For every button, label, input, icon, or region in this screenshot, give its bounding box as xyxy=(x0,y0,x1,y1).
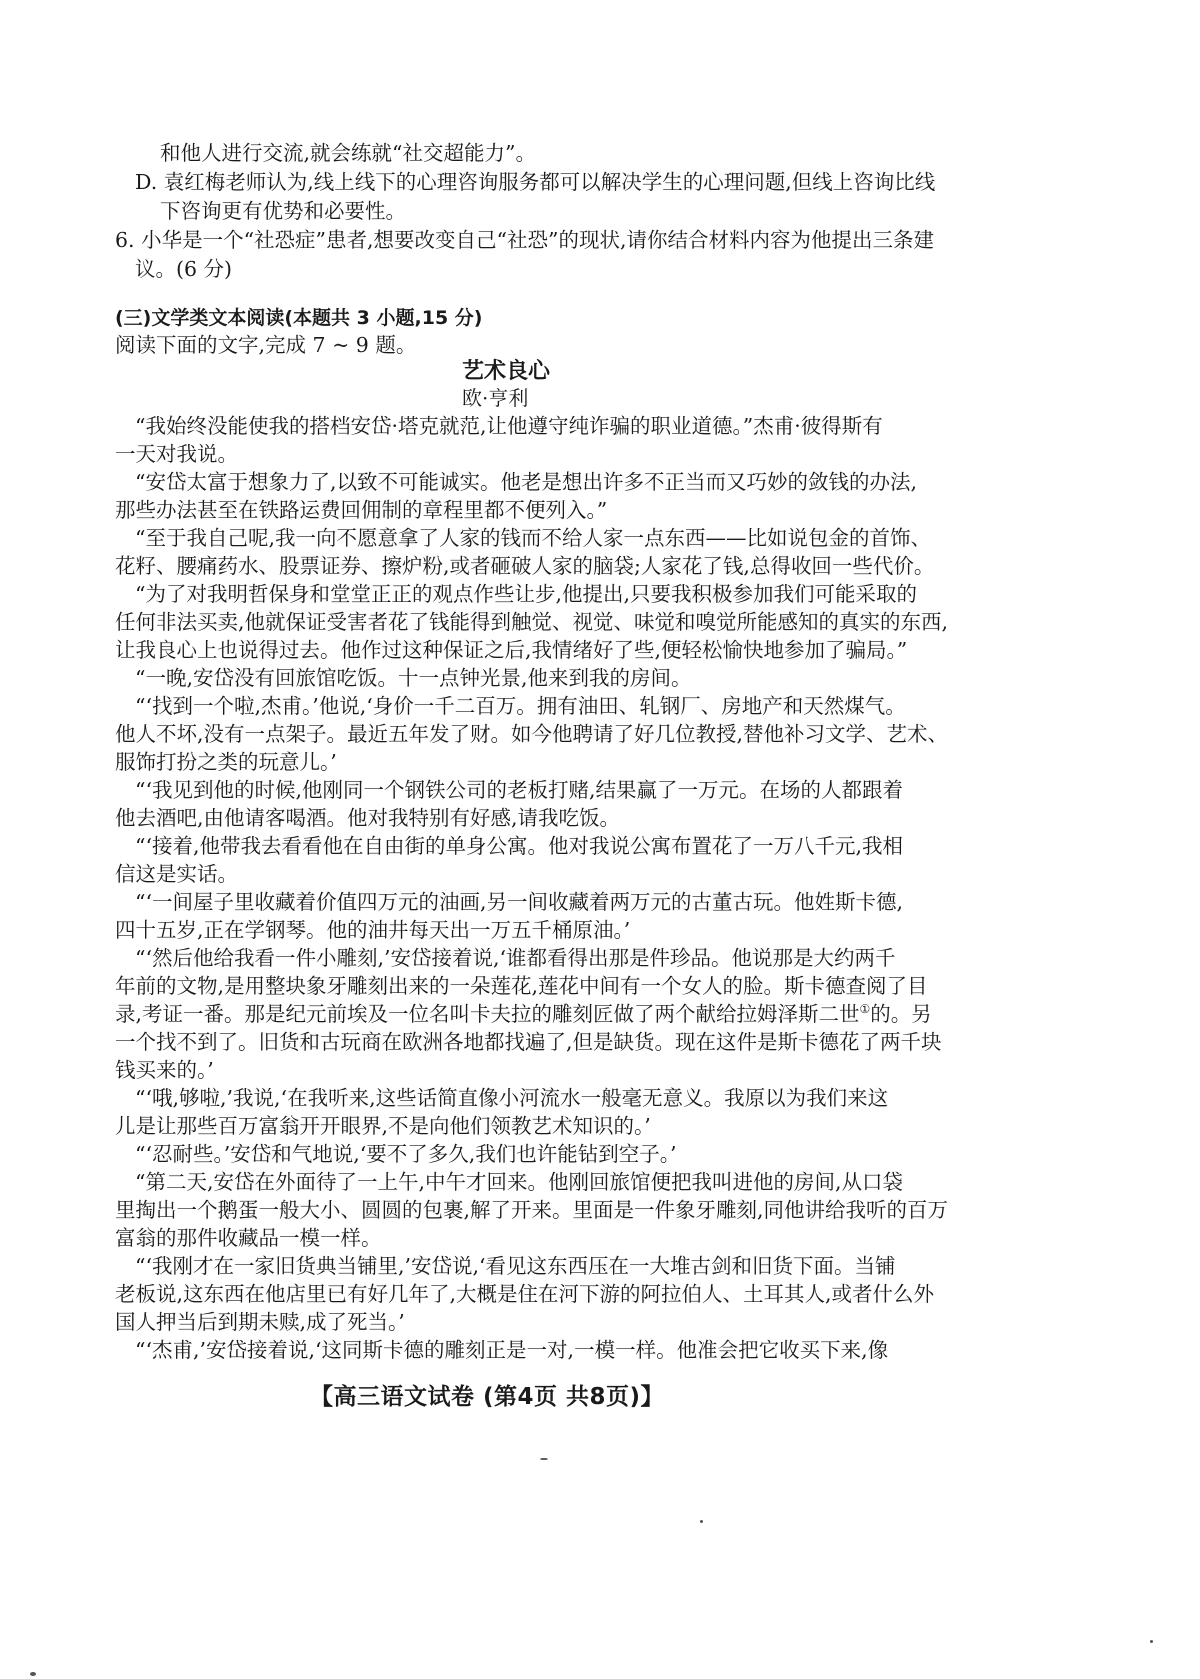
section-instruction: 阅读下面的文字,完成 7 ~ 9 题。 xyxy=(115,333,417,357)
option-c-continuation: 和他人进行交流,就会练就“社交超能力”。 xyxy=(160,141,536,165)
story-line-with-footnote xyxy=(115,999,932,1029)
story-line: 老板说,这东西在他店里已有好几年了,大概是住在河下游的阿拉伯人、土耳其人,或者什么外 xyxy=(115,1282,935,1306)
story-line: “‘一间屋子里收藏着价值四万元的油画,另一间收藏着两万元的古董古玩。他姓斯卡德, xyxy=(135,890,904,914)
story-line-text: 录,考证一番。那是纪元前埃及一位名叫卡夫拉的雕刻匠做了两个献给拉姆泽斯二世 xyxy=(115,1002,860,1026)
story-line: “‘找到一个啦,杰甫。’他说,‘身价一千二百万。拥有油田、轧钢厂、房地产和天然煤气。 xyxy=(135,694,906,718)
story-line: “‘忍耐些。’安岱和气地说,‘要不了多久,我们也许能钻到空子。’ xyxy=(135,1142,677,1166)
story-line: 花籽、腰痛药水、股票证券、擦炉粉,或者砸破人家的脑袋;人家花了钱,总得收回一些代价。 xyxy=(115,554,935,578)
story-line: 他人不坏,没有一点架子。最近五年发了财。如今他聘请了好几位教授,替他补习文学、艺术、 xyxy=(115,722,949,746)
story-line: 儿是让那些百万富翁开开眼界,不是向他们领教艺术知识的。’ xyxy=(115,1114,651,1138)
question-6-line-1: 6. 小华是一个“社恐症”患者,想要改变自己“社恐”的现状,请你结合材料内容为他提出三条建 xyxy=(115,228,935,252)
story-line: “‘然后他给我看一件小雕刻,’安岱接着说,‘谁都看得出那是件珍品。他说那是大约两千 xyxy=(135,946,896,970)
story-line: “第二天,安岱在外面待了一上午,中午才回来。他刚回旅馆便把我叫进他的房间,从口袋 xyxy=(135,1170,904,1194)
scan-speck xyxy=(540,1458,548,1460)
story-line: 信这是实话。 xyxy=(115,862,238,886)
page-footer: 【高三语文试卷 (第4页 共8页)】 xyxy=(310,1384,665,1410)
story-title: 艺术良心 xyxy=(462,359,551,384)
story-line: 里掏出一个鹅蛋一般大小、圆圆的包裹,解了开来。里面是一件象牙雕刻,同他讲给我听的百万 xyxy=(115,1198,949,1222)
story-line: 钱买来的。’ xyxy=(115,1058,214,1082)
story-line: 服饰打扮之类的玩意儿。’ xyxy=(115,750,337,774)
story-line: 让我良心上也说得过去。他作过这种保证之后,我情绪好了些,便轻松愉快地参加了骗局。” xyxy=(115,638,908,662)
story-line: “‘接着,他带我去看看他在自由街的单身公寓。他对我说公寓布置花了一万八千元,我相 xyxy=(135,834,904,858)
story-line: “‘我见到他的时候,他刚同一个钢铁公司的老板打赌,结果赢了一万元。在场的人都跟着 xyxy=(135,778,904,802)
story-line: 任何非法买卖,他就保证受害者花了钱能得到触觉、视觉、味觉和嗅觉所能感知的真实的东西, xyxy=(115,610,949,634)
story-line: “‘杰甫,’安岱接着说,‘这同斯卡德的雕刻正是一对,一模一样。他准会把它收买下来,像 xyxy=(135,1338,889,1362)
option-d-line-1: D. 袁红梅老师认为,线上线下的心理咨询服务都可以解决学生的心理问题,但线上咨询比线 xyxy=(135,170,936,194)
option-d-line-2: 下咨询更有优势和必要性。 xyxy=(160,199,406,223)
question-6-line-2: 议。(6 分) xyxy=(135,257,233,281)
scan-speck xyxy=(30,1672,36,1676)
story-line: “‘哦,够啦,’我说,‘在我听来,这些话简直像小河流水一般毫无意义。我原以为我们来这 xyxy=(135,1086,889,1110)
story-line: “安岱太富于想象力了,以致不可能诚实。他老是想出许多不正当而又巧妙的敛钱的办法, xyxy=(135,470,918,494)
story-line: 四十五岁,正在学钢琴。他的油井每天出一万五千桶原油。’ xyxy=(115,918,631,942)
story-line: “我始终没能使我的搭档安岱·塔克就范,让他遵守纯诈骗的职业道德。”杰甫·彼得斯有 xyxy=(135,414,883,438)
story-author: 欧·亨利 xyxy=(462,386,529,410)
story-line: “一晚,安岱没有回旅馆吃饭。十一点钟光景,他来到我的房间。 xyxy=(135,666,692,690)
footnote-marker: ① xyxy=(859,1002,871,1016)
scan-speck xyxy=(1150,1640,1153,1643)
story-line-text: 的。另 xyxy=(870,1002,932,1026)
story-line: 一天对我说。 xyxy=(115,442,238,466)
story-line: 国人押当后到期未赎,成了死当。’ xyxy=(115,1310,405,1334)
story-line: “为了对我明哲保身和堂堂正正的观点作些让步,他提出,只要我积极参加我们可能采取的 xyxy=(135,582,918,606)
scan-speck xyxy=(700,1520,703,1523)
story-line: 一个找不到了。旧货和古玩商在欧洲各地都找遍了,但是缺货。现在这件是斯卡德花了两千块 xyxy=(115,1030,942,1054)
story-line: 他去酒吧,由他请客喝酒。他对我特别有好感,请我吃饭。 xyxy=(115,806,621,830)
story-line: 年前的文物,是用整块象牙雕刻出来的一朵莲花,莲花中间有一个女人的脸。斯卡德查阅了目 xyxy=(115,974,928,998)
section-heading: (三)文学类文本阅读(本题共 3 小题,15 分) xyxy=(115,307,483,329)
story-line: “‘我刚才在一家旧货典当铺里,’安岱说,‘看见这东西压在一大堆古剑和旧货下面。当铺 xyxy=(135,1254,896,1278)
story-line: “至于我自己呢,我一向不愿意拿了人家的钱而不给人家一点东西——比如说包金的首饰、 xyxy=(135,526,931,550)
story-line: 那些办法甚至在铁路运费回佣制的章程里都不便列入。” xyxy=(115,498,608,522)
story-line: 富翁的那件收藏品一模一样。 xyxy=(115,1226,382,1250)
